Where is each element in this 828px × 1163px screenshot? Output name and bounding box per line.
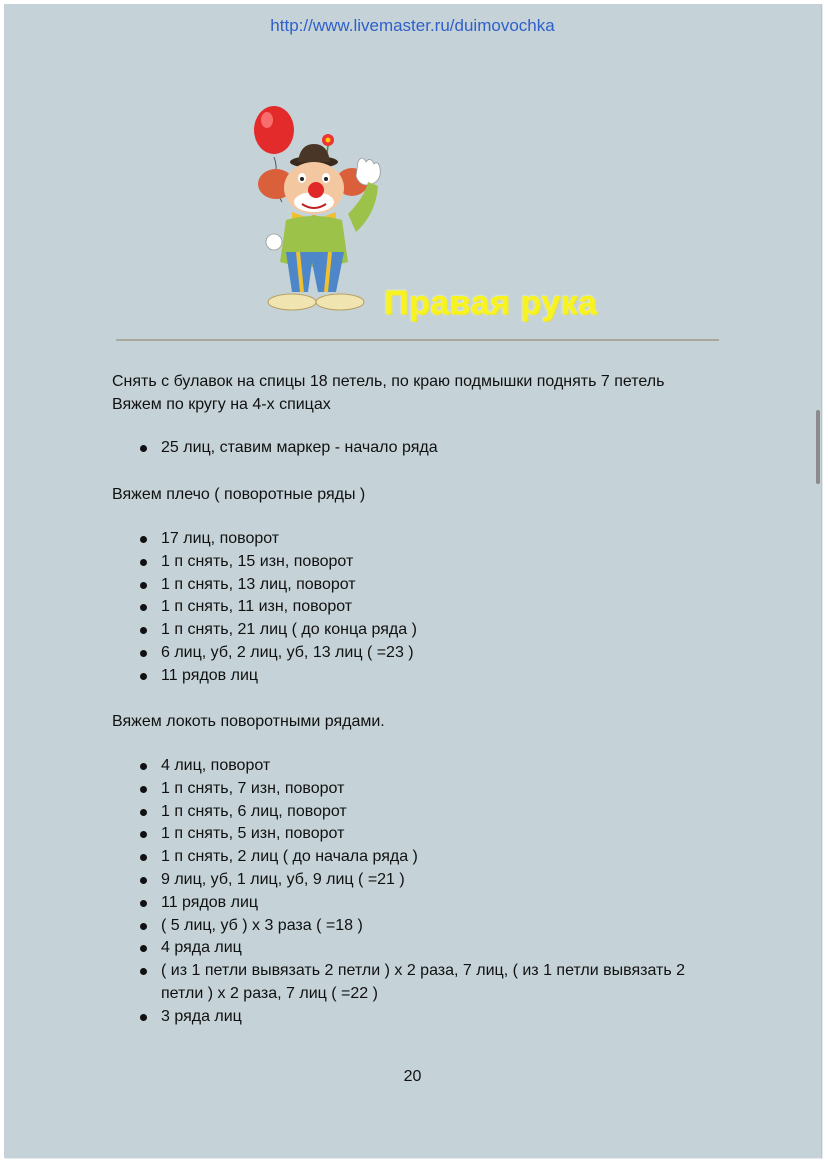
list-item: ( 5 лиц, уб ) х 3 раза ( =18 ) bbox=[112, 915, 712, 938]
list-item: 11 рядов лиц bbox=[112, 892, 712, 915]
list-item: 1 п снять, 5 изн, поворот bbox=[112, 823, 712, 846]
list-item: 1 п снять, 15 изн, поворот bbox=[112, 551, 712, 574]
list-item: ( из 1 петли вывязать 2 петли ) х 2 раза, 7 лиц, ( из 1 петли вывязать 2 петли ) х 2 раза, 7 лиц ( =22 ) bbox=[112, 960, 712, 1006]
list-item: 1 п снять, 13 лиц, поворот bbox=[112, 574, 712, 597]
page-number: 20 bbox=[403, 1068, 422, 1085]
elbow-steps-list bbox=[112, 755, 712, 1029]
clown-illustration bbox=[240, 102, 400, 318]
intro-line-2: Вяжем по кругу на 4-х спицах bbox=[112, 396, 331, 413]
list-item: 11 рядов лиц bbox=[112, 665, 712, 688]
intro-paragraph bbox=[112, 370, 664, 416]
horizontal-divider bbox=[116, 339, 719, 341]
shoulder-steps-list bbox=[112, 528, 712, 688]
elbow-heading: Вяжем локоть поворотными рядами. bbox=[112, 713, 385, 730]
list-item: 1 п снять, 7 изн, поворот bbox=[112, 778, 712, 801]
start-row-list bbox=[112, 437, 712, 460]
section-title: Правая рука bbox=[384, 284, 598, 322]
list-item: 4 лиц, поворот bbox=[112, 755, 712, 778]
list-item: 6 лиц, уб, 2 лиц, уб, 13 лиц ( =23 ) bbox=[112, 642, 712, 665]
list-item: 25 лиц, ставим маркер - начало ряда bbox=[112, 437, 712, 460]
shoulder-heading: Вяжем плечо ( поворотные ряды ) bbox=[112, 486, 366, 503]
list-item: 9 лиц, уб, 1 лиц, уб, 9 лиц ( =21 ) bbox=[112, 869, 712, 892]
vertical-scrollbar[interactable] bbox=[816, 410, 820, 484]
list-item: 1 п снять, 21 лиц ( до конца ряда ) bbox=[112, 619, 712, 642]
list-item: 1 п снять, 2 лиц ( до начала ряда ) bbox=[112, 846, 712, 869]
list-item: 1 п снять, 6 лиц, поворот bbox=[112, 801, 712, 824]
document-page bbox=[4, 4, 822, 1158]
header-url-link[interactable]: http://www.livemaster.ru/duimovochka bbox=[270, 16, 555, 35]
list-item: 4 ряда лиц bbox=[112, 937, 712, 960]
list-item: 17 лиц, поворот bbox=[112, 528, 712, 551]
intro-line-1: Снять с булавок на спицы 18 петель, по краю подмышки поднять 7 петель bbox=[112, 373, 665, 390]
list-item: 1 п снять, 11 изн, поворот bbox=[112, 596, 712, 619]
list-item: 3 ряда лиц bbox=[112, 1006, 712, 1029]
